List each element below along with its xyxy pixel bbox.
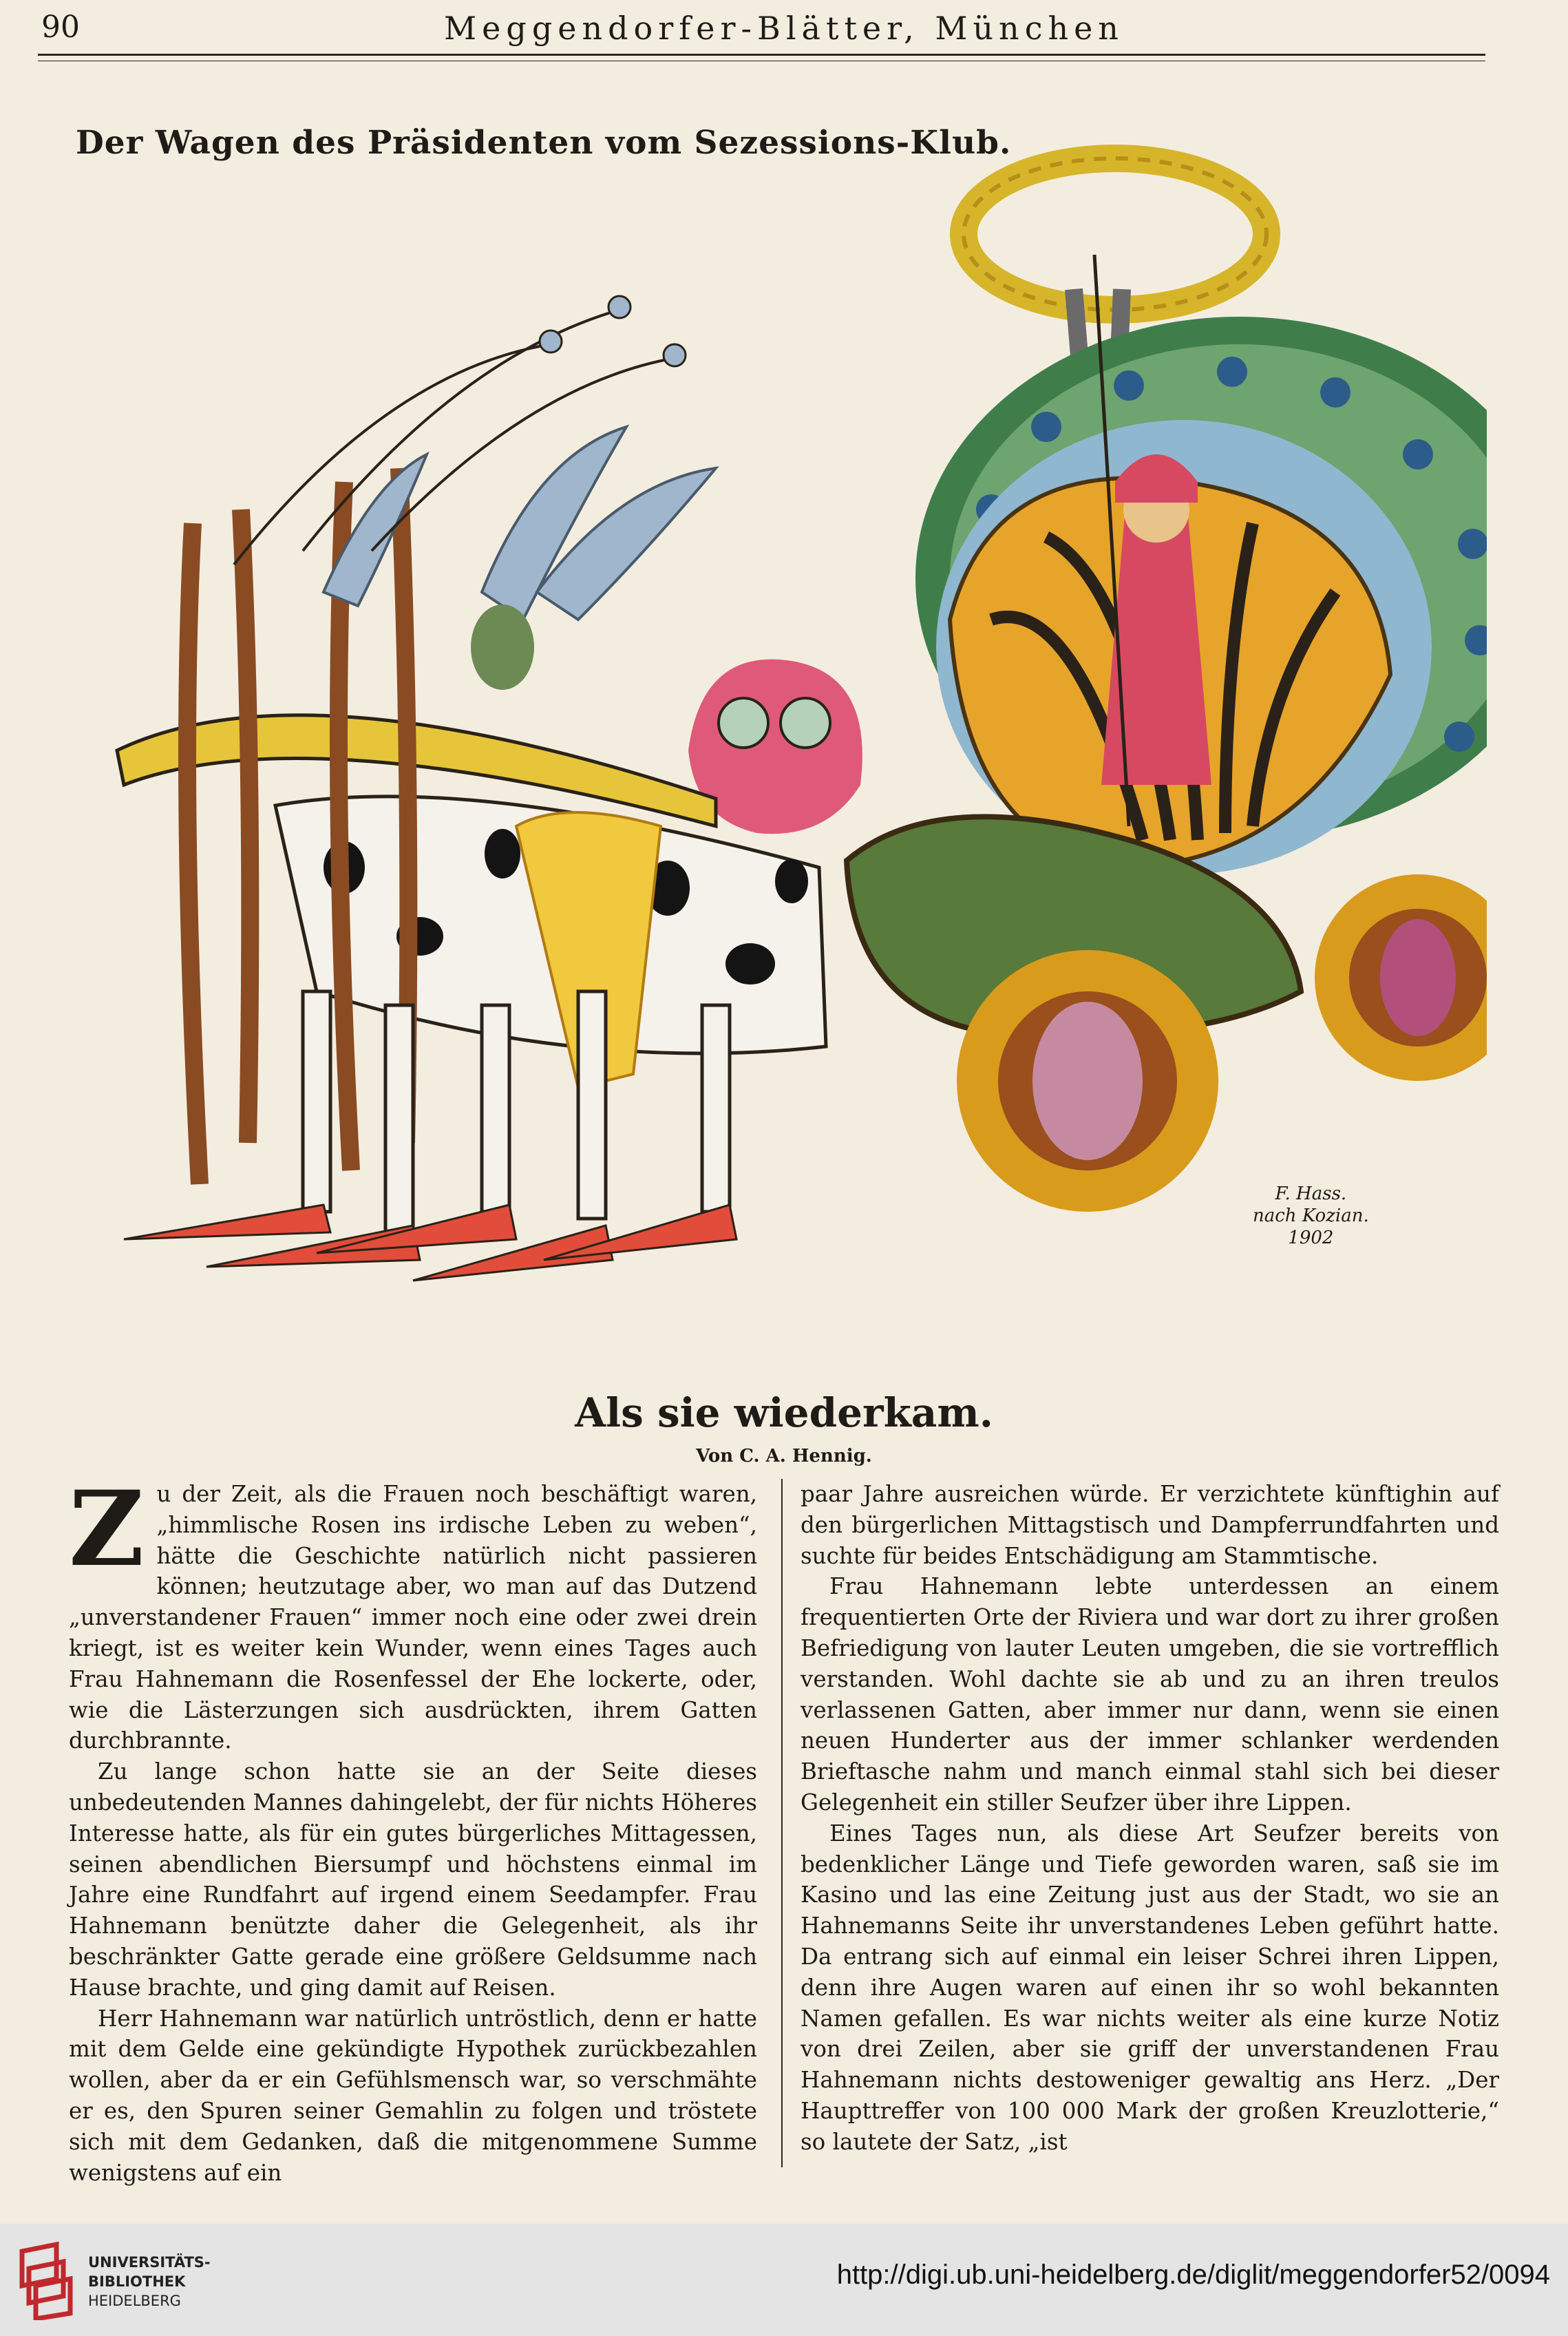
paragraph: u der Zeit, als die Frauen noch beschäftigt waren, „himmlische Rosen ins irdische Leben zu weben“, hätte die Geschichte natürlich nicht passieren können; heutzutage aber, wo man auf das Dutzend „unverstandener Frauen“ immer noch eine oder zwei drein kriegt, ist es weiter kein Wunder, wenn eines Tages auch Frau Hahnemann die Rosenfessel der Ehe lockerte, oder, wie die Lästerzungen sich ausdrückten, ihrem Gatten durchbrannte.: [69, 1481, 757, 1754]
paragraph: Herr Hahnemann war natürlich untröstlich, denn er hatte mit dem Gelde eine gekündigte Hypothek zurückbezahlen wollen, aber da er ein Gefühlsmensch war, so verschmähte er es, den Spuren seiner Gemahlin zu folgen und tröstete sich mit dem Gedanken, daß die mitgenommene Summe wenigstens auf ein: [69, 2005, 757, 2186]
library-name: UNIVERSITÄTS- BIBLIOTHEK HEIDELBERG: [88, 2254, 211, 2309]
source-url-link[interactable]: http://digi.ub.uni-heidelberg.de/diglit/meggendorfer52/0094: [836, 2260, 1550, 2290]
paragraph: Eines Tages nun, als diese Art Seufzer bereits von bedenklicher Länge und Tiefe geworden waren, saß sie im Kasino und las eine Zeitung just aus der Stadt, wo sie an Hahnemanns Seite ihr unverstandenes Leben geführt hatte. Da entrang sich auf einmal ein leiser Schrei ihren Lippen, denn ihre Augen waren auf einen ihr so wohl bekannten Namen gefallen. Es war nichts weiter als eine kurze Notiz von drei Zeilen, aber sie griff der unverstandenen Frau Hahnemann nichts destoweniger gewaltig ans Herz. „Der Haupttreffer von 100 000 Mark der großen Kreuzlotterie,“ so lautete der Satz, „ist: [801, 1820, 1499, 2155]
paragraph: paar Jahre ausreichen würde. Er verzichtete künftighin auf den bürgerlichen Mittagstisch und Dampferrundfahrten und suchte für beides Entschädigung am Stammtische.: [801, 1481, 1499, 1569]
footer-bar: [0, 2224, 1568, 2336]
article-byline: Von C. A. Hennig.: [696, 1446, 872, 1466]
artist-signature: F. Hass. nach Kozian. 1902: [1253, 1183, 1369, 1248]
chariot-illustration: [96, 96, 1487, 1336]
green-mask: [471, 604, 534, 690]
drop-cap: Z: [69, 1469, 145, 1590]
wings: [324, 427, 716, 620]
text-column-left: [69, 1469, 757, 2188]
article-title: Als sie wiederkam.: [575, 1389, 993, 1436]
column-divider: [781, 1479, 783, 2167]
red-shoes: [124, 1205, 737, 1281]
running-title: Meggendorfer-Blätter, München: [444, 10, 1124, 47]
header-rule: [38, 54, 1485, 56]
illustration-caption: Der Wagen des Präsidenten vom Sezessions-Klub.: [76, 124, 1012, 162]
paragraph: Zu lange schon hatte sie an der Seite dieses unbedeutenden Mannes dahingelebt, der für nichts Höheres Interesse hatte, als für ein gutes bürgerliches Mittagessen, seinen abendlichen Biersumpf und höchstens einmal im Jahre eine Rundfahrt auf irgend einem Seedampfer. Frau Hahnemann benützte daher die Gelegenheit, als ihr beschränkter Gatte gerade eine größere Geldsumme nach Hause brachte, und ging damit auf Reisen.: [69, 1758, 757, 2001]
paragraph: Frau Hahnemann lebte unterdessen an einem frequentierten Orte der Riviera und war dort zu ihrer großen Befriedigung von lauter Leuten umgeben, die sie vortrefflich verstanden. Wohl dachte sie ab und zu an ihren treulos verlassenen Gatten, aber immer nur dann, wenn sie einen neuen Hunderter aus der immer schlanker werdenden Brieftasche nahm und manch einmal stahl sich bei dieser Gelegenheit ein stiller Seufzer über ihre Lippen.: [801, 1573, 1499, 1816]
horses: [275, 797, 826, 1088]
page-number: 90: [41, 10, 80, 45]
front-wheel: [957, 950, 1218, 1212]
library-logo-icon[interactable]: [15, 2238, 77, 2320]
rear-wheel: [1315, 874, 1487, 1081]
text-column-right: [801, 1479, 1499, 2158]
